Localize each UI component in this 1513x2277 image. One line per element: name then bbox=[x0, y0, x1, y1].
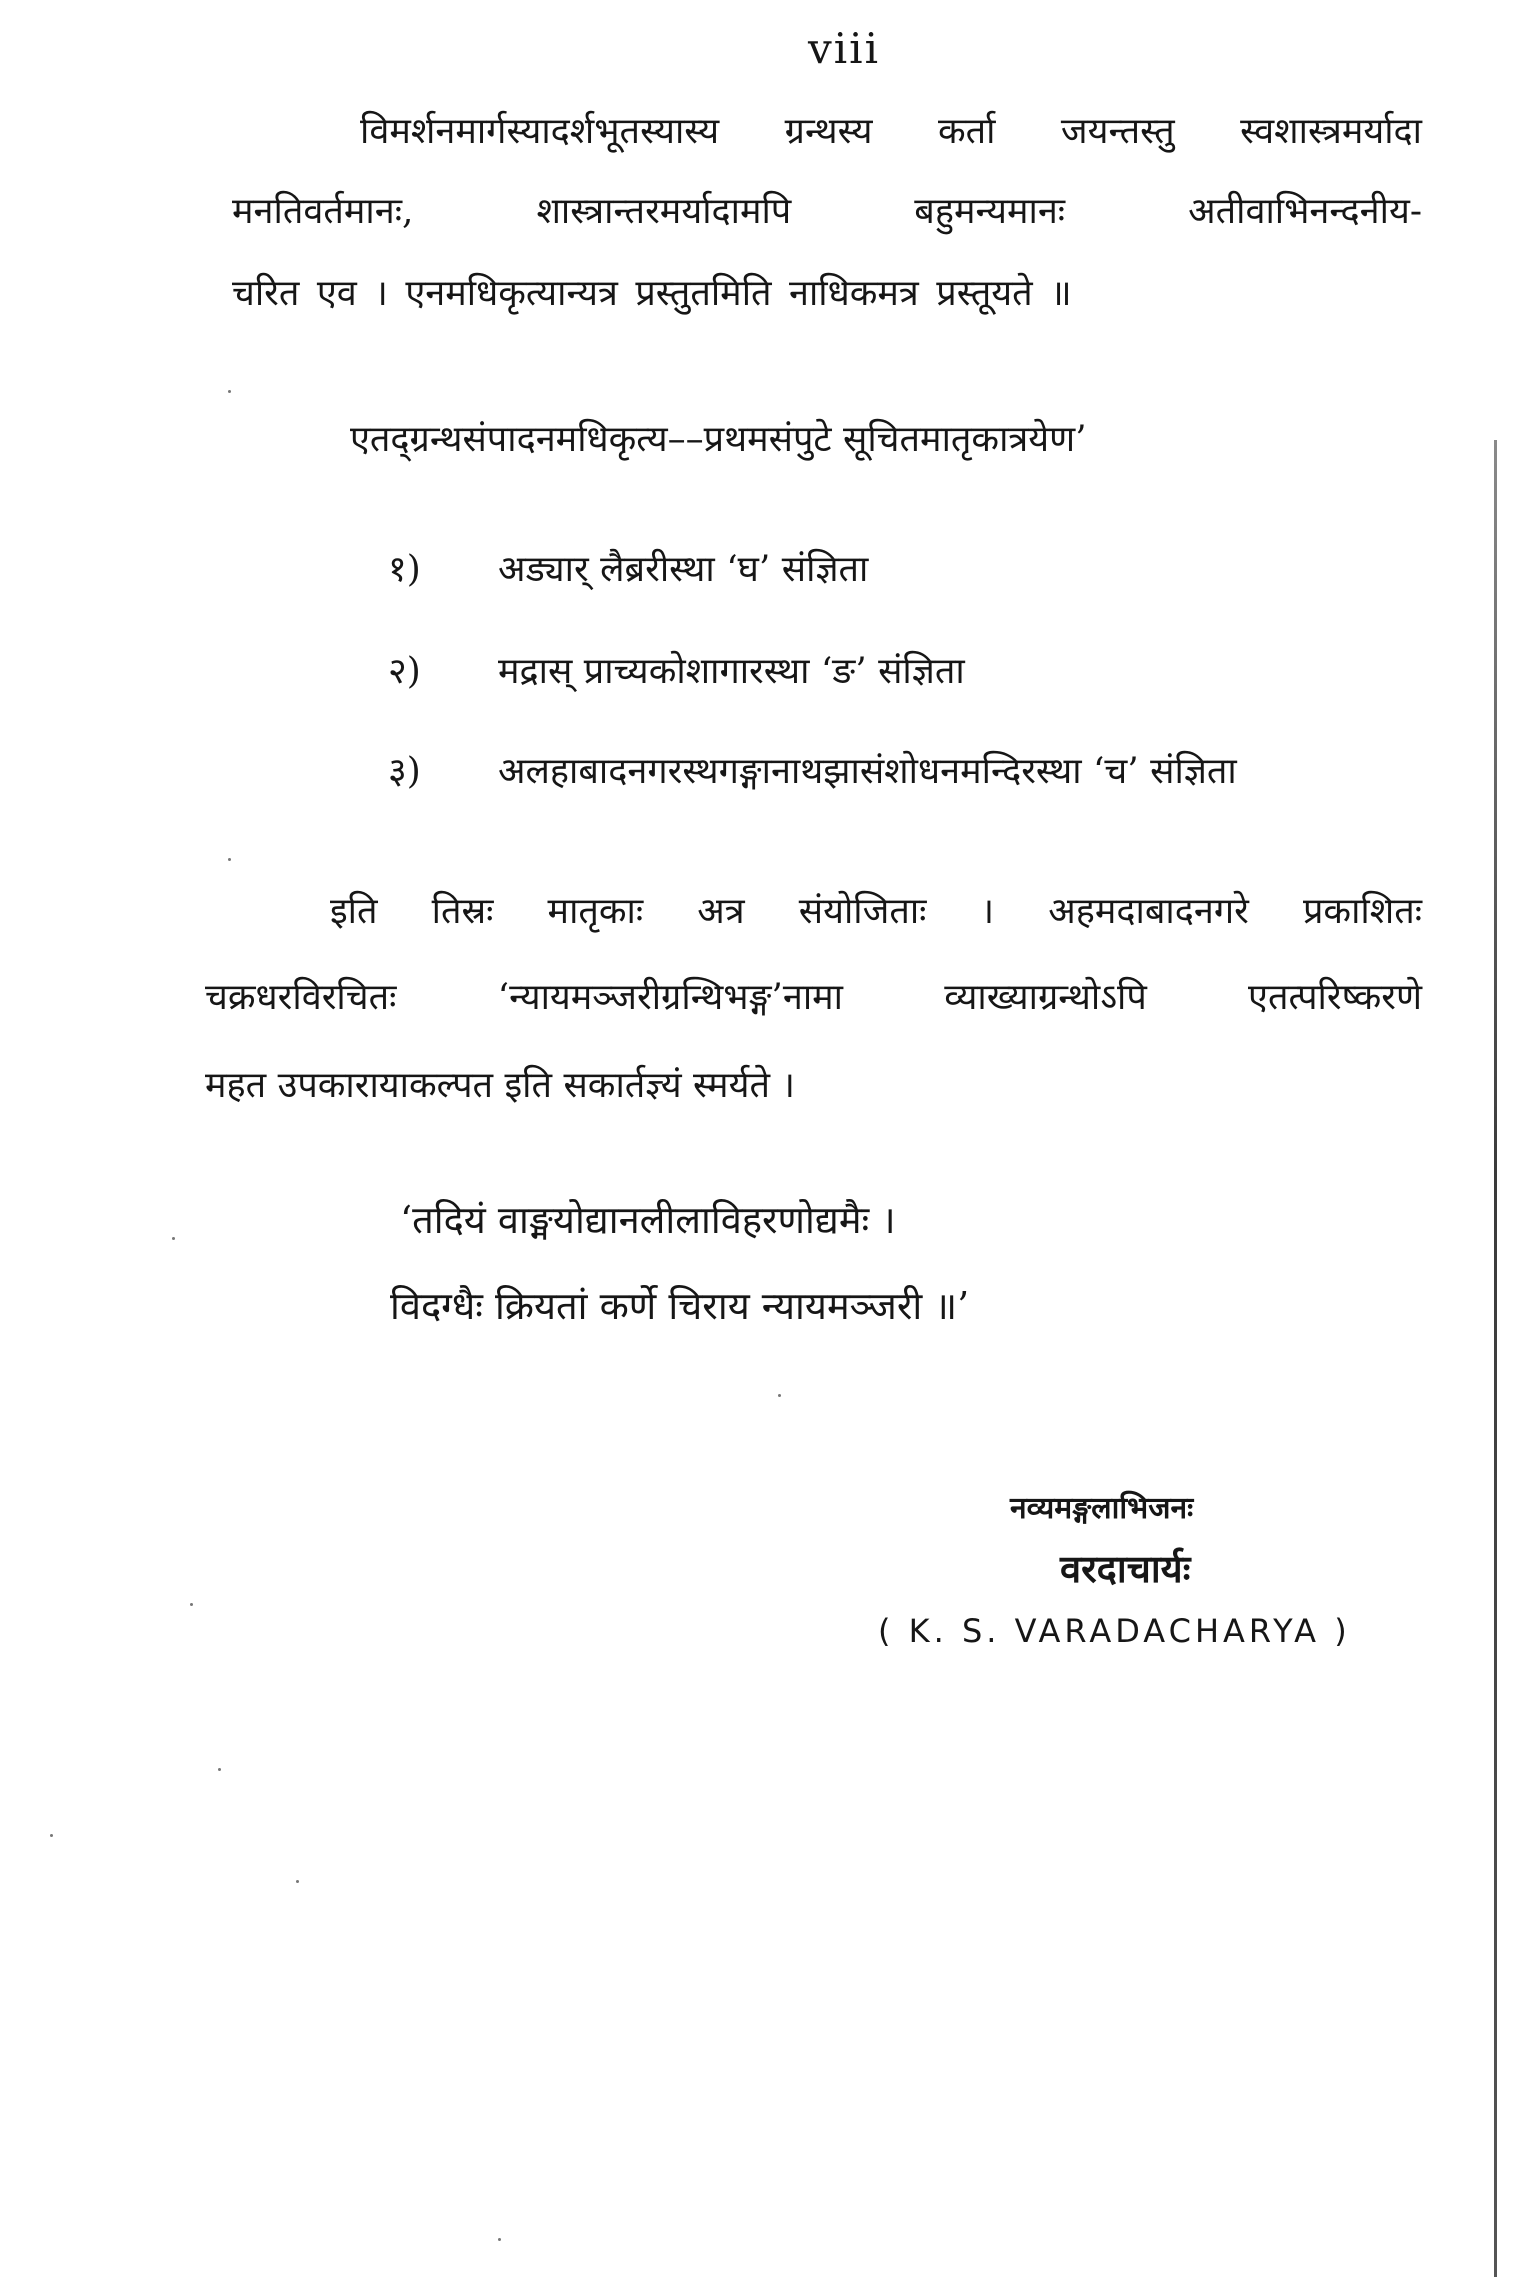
scan-speck bbox=[172, 1237, 175, 1240]
paragraph1-line2: मनतिवर्तमानः, शास्त्रान्तरमर्यादामपि बहुमन्यमानः अतीवाभिनन्दनीय- bbox=[232, 191, 1422, 232]
paragraph1-line3: चरित एव । एनमधिकृत्यान्यत्र प्रस्तुतमिति नाधिकमत्र प्रस्तूयते ॥ bbox=[232, 273, 1072, 314]
list-item-number: १) bbox=[388, 549, 421, 590]
paragraph3-line2: चक्रधरविरचितः ‘न्यायमञ्जरीग्रन्थिभङ्ग’नामा व्याख्याग्रन्थोऽपि एतत्परिष्करणे bbox=[205, 977, 1422, 1018]
verse-line2: विदग्धैः क्रियतां कर्णे चिराय न्यायमञ्जरी ॥’ bbox=[390, 1284, 970, 1328]
scan-edge-line bbox=[1494, 440, 1497, 2277]
list-item-text: मद्रास् प्राच्यकोशागारस्था ‘ङ’ संज्ञिता bbox=[498, 651, 965, 692]
paragraph2-intro: एतद्ग्रन्थसंपादनमधिकृत्य––प्रथमसंपुटे सूचितमातृकात्रयेण’ bbox=[350, 419, 1087, 460]
verse-line1: ‘तदियं वाङ्मयोद्यानलीलाविहरणोद्यमैः । bbox=[400, 1198, 896, 1242]
list-item bbox=[388, 752, 1237, 792]
scan-speck bbox=[296, 1880, 299, 1883]
list-item-number: २) bbox=[388, 651, 421, 692]
signature-name-sanskrit: वरदाचार्यः bbox=[1060, 1546, 1191, 1591]
scan-speck bbox=[50, 1834, 53, 1837]
paragraph3-line1: इति तिस्रः मातृकाः अत्र संयोजिताः । अहमदाबादनगरे प्रकाशितः bbox=[330, 891, 1422, 932]
scan-speck bbox=[190, 1603, 193, 1606]
paragraph3-line3: महत उपकारायाकल्पत इति सकार्तज्ञ्यं स्मर्यते । bbox=[205, 1065, 796, 1106]
page-number: viii bbox=[808, 24, 881, 73]
paragraph1-line1: विमर्शनमार्गस्यादर्शभूतस्यास्य ग्रन्थस्य कर्ता जयन्तस्तु स्वशास्त्रमर्यादा bbox=[360, 111, 1422, 152]
scan-speck bbox=[228, 390, 231, 393]
scan-speck bbox=[218, 1768, 221, 1771]
list-item-number: ३) bbox=[388, 751, 421, 792]
list-item bbox=[388, 550, 868, 590]
signature-name-latin: ( K. S. VARADACHARYA ) bbox=[878, 1612, 1351, 1650]
signature-lineage: नव्यमङ्गलाभिजनः bbox=[1010, 1491, 1194, 1526]
scan-speck bbox=[228, 858, 231, 861]
scan-speck bbox=[498, 2238, 501, 2241]
list-item-text: अलहाबादनगरस्थगङ्गानाथझासंशोधनमन्दिरस्था ‘च’ संज्ञिता bbox=[498, 751, 1237, 792]
list-item bbox=[388, 652, 965, 692]
list-item-text: अड्यार् लैब्ररीस्था ‘घ’ संज्ञिता bbox=[498, 549, 869, 590]
scan-speck bbox=[778, 1394, 781, 1397]
